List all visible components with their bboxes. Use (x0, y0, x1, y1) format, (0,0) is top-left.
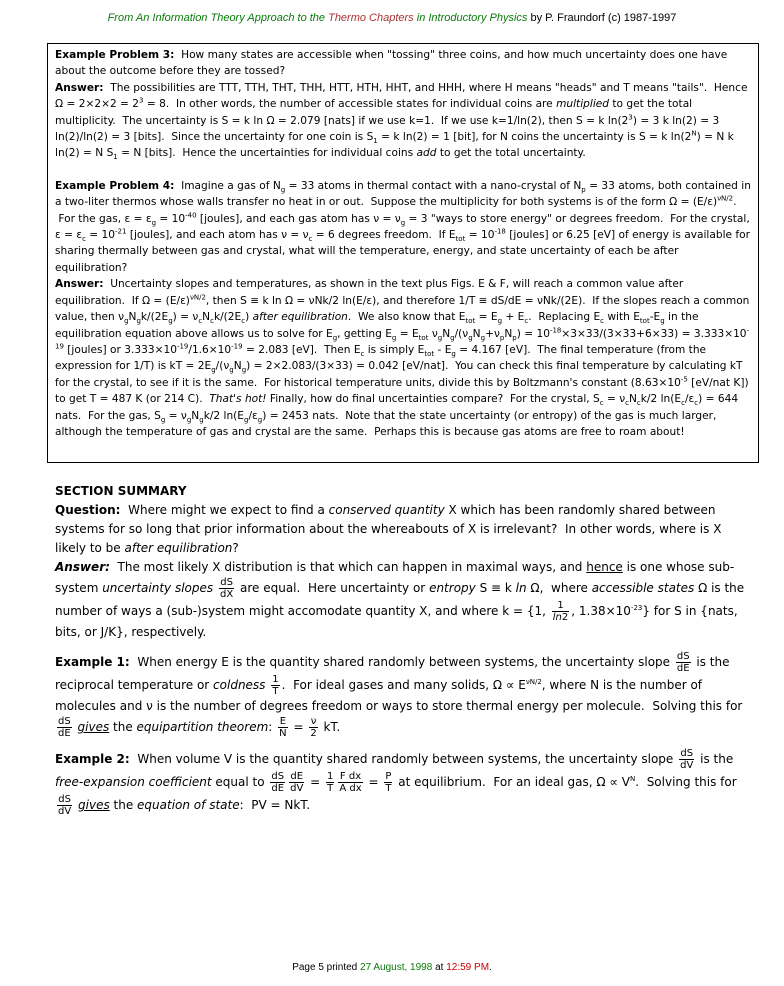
example-2-paragraph: Example 2: When volume V is the quantity shared randomly between systems, the uncertainty slope $\frac{dS}{dV}$ is the free-expansion coefficient equal to $\frac{dS}{dE}$ $\frac{dE}{dV}$ = $\frac{1}{T}$ $\frac{\text{F dx}}{\text{A dx}}$ = $\frac{P}{T}$ at equilibrium. For an ideal gas, $\Omega \propto V^N$. Solving this for $\frac{dS}{dV}$ gives the equation of state: PV = NkT. (55, 748, 737, 817)
footer-date: 27 August, 1998 (360, 962, 433, 973)
page-footer (0, 962, 784, 973)
section-summary (55, 482, 745, 817)
header-author: by P. Fraundorf (c) 1987-1997 (527, 12, 677, 24)
footer-mid: at (432, 962, 447, 973)
question-paragraph: Question: Where might we expect to find a conserved quantity X which has been randomly shared between systems for so long that prior information about the whereabouts of X is irrelevant? In other words, where is X likely to be after equilibration? (55, 503, 722, 555)
answer-3: Answer: The possibilities are TTT, TTH, THT, THH, HTT, HTH, HHT, and HHH, where H means "heads" and T means "tails". Hence $\Omega = 2\times 2\times 2 = 2^3 = 8$. In other words, the number of accessible states for individual coins are multiplied to get the total multiplicity. The uncertainty is S = k ln Ω = 2.079 [nats] if we use k=1. If we use k=1/ln(2), then S = k $\ln(2^3) = 3$ k ln(2) = 3 ln(2)/ln(2) = 3 [bits]. Since the uncertainty for one coin is $S_1 = k$ ln(2) = 1 [bit], for N coins the uncertainty is S = k $\ln(2^N) = N$ k ln(2) = N $S_1 = N$ [bits]. Hence the uncertainties for individual coins add to get the total uncertainty. (55, 81, 748, 162)
answer-paragraph: Answer: The most likely X distribution is that which can happen in maximal ways, and hence is one whose sub-system uncertainty slopes $\frac{dS}{dX}$ are equal. Here uncertainty or entropy S ≡ k ln Ω, where accessible states Ω is the number of ways a (sub-)system might accomodate quantity X, and where k = {1, $\frac{1}{\ln 2}$ , $1.38\times 10^{-23}$} for S in {nats, bits, or J/K}, respectively. (55, 560, 745, 639)
example-problems-box (47, 43, 759, 463)
example-problem-4: Example Problem 4: Imagine a gas of $N_g = 33$ atoms in thermal contact with a nano-crystal of $N_p = 33$ atoms, both contained in a two-liter thermos whose walls transfer no heat in or out. Suppose the multiplicity for both systems is of the form $\Omega = (E/\varepsilon)^{\nu N/2}$. For the gas, $\varepsilon = \varepsilon_g = 10^{-40}$ [joules], and each gas atom has $\nu = \nu_g = 3$ "ways to store energy" or degrees freedom. For the crystal, $\varepsilon = \varepsilon_c = 10^{-21}$ [joules], and each atom has $\nu = \nu_c = 6$ degrees freedom. If $E_{tot} = 10^{-18}$ [joules] or 6.25 [eV] of energy is available for sharing thermally between gas and crystal, what will the temperature, energy, and state uncertainty of each be after equilibration? (55, 179, 751, 274)
example-problem-3: Example Problem 3: How many states are accessible when "tossing" three coins, and how much uncertainty does one have about the outcome before they are tossed? (55, 49, 728, 78)
header-prefix: From An Information Theory Approach to the (107, 12, 329, 24)
footer-time: 12:59 PM (446, 962, 490, 973)
footer-prefix: Page 5 printed (292, 962, 361, 973)
example-1-paragraph: Example 1: When energy E is the quantity shared randomly between systems, the uncertainty slope $\frac{dS}{dE}$ is the reciprocal temperature or coldness $\frac{1}{T}$ . For ideal gases and many solids, $\Omega \propto E^{\nu N/2}$, where N is the number of molecules and ν is the number of degrees freedom or ways to store thermal energy per molecule. Solving this for $\frac{dS}{dE}$ gives the equipartition theorem: $\frac{E}{N}$ = $\frac{\nu}{2}$ kT. (55, 651, 743, 739)
footer-end: . (489, 962, 492, 973)
header-suffix: in Introductory Physics (413, 12, 528, 24)
answer-4: Answer: Uncertainty slopes and temperatures, as shown in the text plus Figs. E & F, will reach a common value after equilibration. If $\Omega = (E/\varepsilon)^{\nu N/2}$, then S ≡ k ln Ω = νNk/2 ln(E/ε), and therefore 1/T ≡ dS/dE = νNk/(2E). If the slopes reach a common value, then $\nu_gN_gk/(2E_g) = \nu_cN_ck/(2E_c)$ after equilibration. We also know that $E_{tot} = E_g + E_c$. Replacing $E_c$ with $E_{tot}-E_g$ in the equilibration equation above allows us to solve for $E_g$, getting $E_g = E_{tot}$ $\nu_gN_g/(\nu_gN_g+\nu_pN_p) = 10^{-18}\times 3\times 33/(3\times 33+6\times 33) = 3.333\times 10^{-19}$ [joules] or $3.333\times 10^{-19}/1.6\times 10^{-19} = 2.083$ [eV]. Then $E_c$ is simply $E_{tot} - E_g = 4.167$ [eV]. The final temperature (from the expression for 1/T) is kT = $2E_g/(\nu_gN_g) = 2\times 2.083/(3\times 33) = 0.042$ [eV/nat]. You can check this final temperature by calculating kT for the crystal, to see if it is the same. For historical temperature units, divide this by Boltzmann's constant ($8.63\times 10^{-5}$ [eV/nat K]) to get T = 487 K (or 214 C). That's hot! Finally, how do final uncertainties compare? For the crystal, $S_c = \nu_cN_ck/2$ $\ln(E_c/\varepsilon_c) = 644$ nats. For the gas, $S_g = \nu_gN_gk/2$ $\ln(E_g/\varepsilon_g) = 2453$ nats. Note that the state uncertainty (or entropy) of the gas is much larger, although the temperature of gas and crystal are the same. Perhaps this is because gas atoms are free to roam about! (55, 278, 750, 438)
section-title: SECTION SUMMARY (55, 484, 187, 498)
page-header (0, 12, 784, 24)
header-chapters: Thermo Chapters (328, 12, 414, 24)
